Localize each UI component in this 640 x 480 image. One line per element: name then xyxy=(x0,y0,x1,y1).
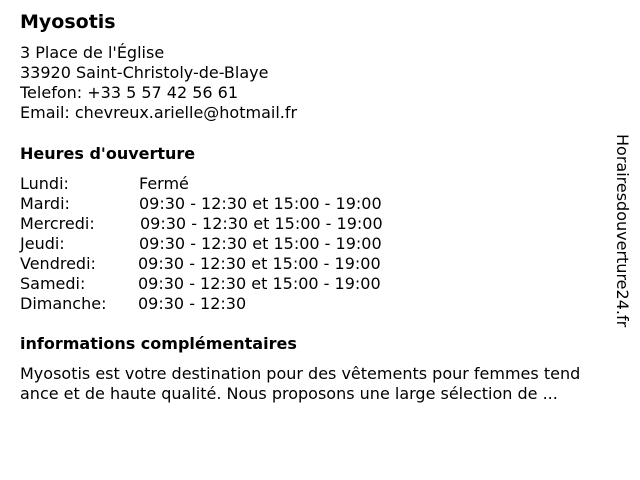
time-value: 09:30 - 12:30 et 15:00 - 19:00 xyxy=(138,274,381,293)
time-value: 09:30 - 12:30 et 15:00 - 19:00 xyxy=(139,194,382,213)
watermark xyxy=(612,134,632,344)
info-heading: informations complémentaires xyxy=(20,334,297,353)
time-value: 09:30 - 12:30 et 15:00 - 19:00 xyxy=(140,214,383,233)
description-text xyxy=(20,364,630,404)
description-line-1: Myosotis est votre destination pour des vêtements pour femmes tend xyxy=(20,364,581,383)
address-line-1: 3 Place de l'Église xyxy=(20,43,165,62)
time-value: 09:30 - 12:30 et 15:00 - 19:00 xyxy=(138,254,381,273)
day-label: Vendredi: xyxy=(20,254,96,273)
business-name: Myosotis xyxy=(20,11,116,33)
watermark-text: Horairesdouverture24.fr xyxy=(613,134,632,328)
day-label: Lundi: xyxy=(20,174,69,193)
day-label: Mardi: xyxy=(20,194,70,213)
day-label: Dimanche: xyxy=(20,294,107,313)
contact-block xyxy=(20,43,297,123)
phone-text: Telefon: +33 5 57 42 56 61 xyxy=(20,83,239,102)
day-label: Samedi: xyxy=(20,274,86,293)
description-line-2: ance et de haute qualité. Nous proposons une large sélection de ... xyxy=(20,384,558,403)
time-value: Fermé xyxy=(139,174,189,193)
time-value: 09:30 - 12:30 xyxy=(138,294,247,313)
time-value: 09:30 - 12:30 et 15:00 - 19:00 xyxy=(139,234,382,253)
hours-heading: Heures d'ouverture xyxy=(20,144,196,163)
day-label: Mercredi: xyxy=(20,214,95,233)
day-label: Jeudi: xyxy=(20,234,65,253)
email-text: Email: chevreux.arielle@hotmail.fr xyxy=(20,103,298,122)
address-line-2: 33920 Saint-Christoly-de-Blaye xyxy=(20,63,269,82)
